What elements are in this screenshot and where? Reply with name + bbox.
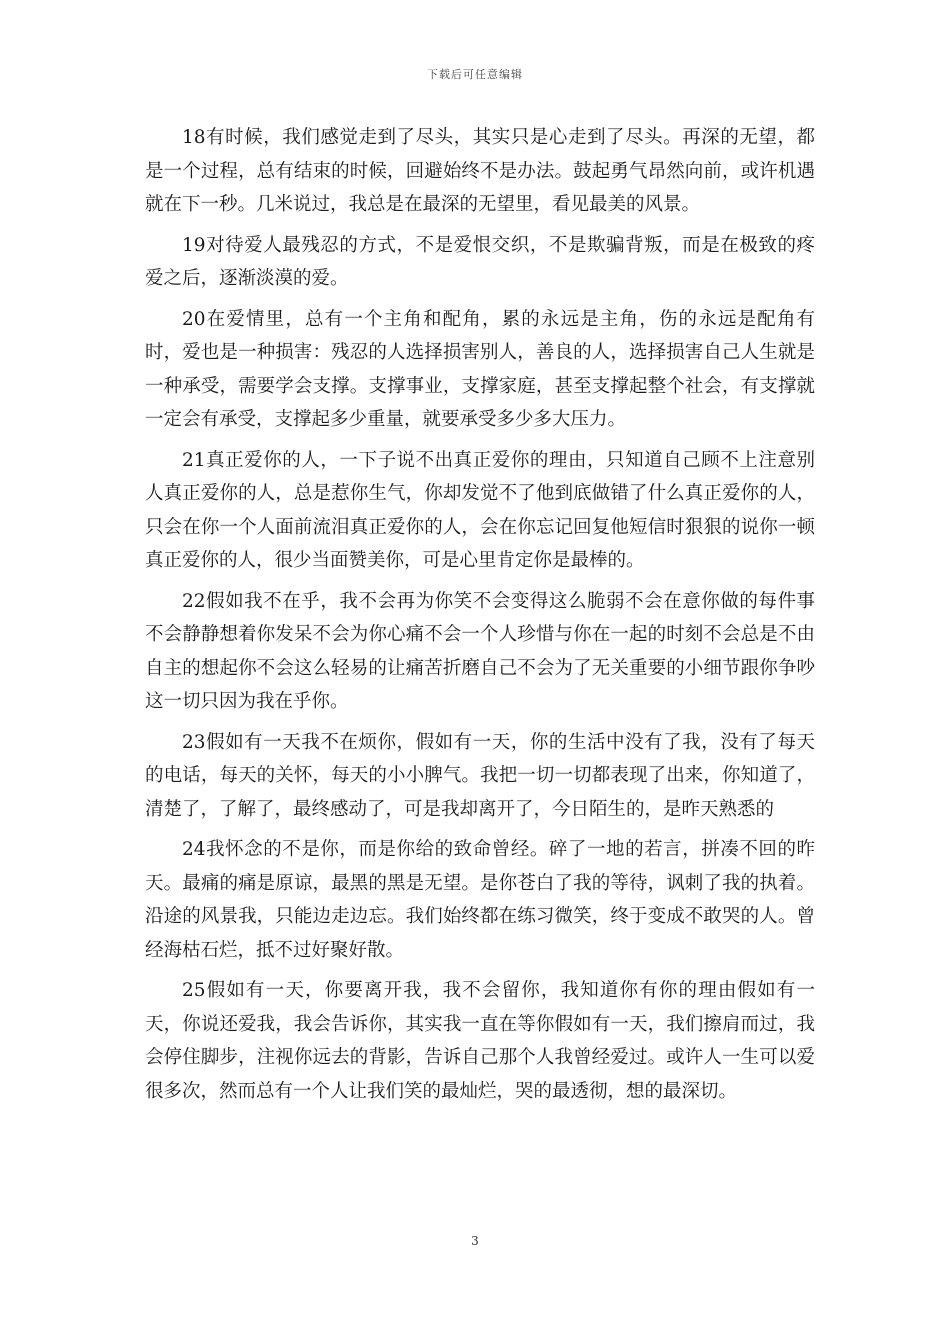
paragraph-25: 25假如有一天，你要离开我，我不会留你，我知道你有你的理由假如有一天，你说还爱我，我会告诉你，其实我一直在等你假如有一天，我们擦肩而过，我会停住脚步，注视你远去的背影，告诉自己那个人我曾经爱过。或许人一生可以爱很多次，然而总有一个人让我们笑的最灿烂，哭的最透彻，想的最深切。 (145, 980, 815, 1102)
paragraph-23: 23假如有一天我不在烦你，假如有一天，你的生活中没有了我，没有了每天的电话，每天的关怀，每天的小小脾气。我把一切一切都表现了出来，你知道了，清楚了，了解了，最终感动了，可是我却离开了，今日陌生的，是昨天熟悉的 (145, 731, 815, 820)
page-number: 3 (471, 1234, 479, 1248)
paragraph-19: 19对待爱人最残忍的方式，不是爱恨交织，不是欺骗背叛，而是在极致的疼爱之后，逐渐淡漠的爱。 (145, 234, 815, 289)
document-body (145, 121, 815, 1115)
paragraph-24: 24我怀念的不是你，而是你给的致命曾经。碎了一地的若言，拼凑不回的昨天。最痛的痛是原谅，最黑的黑是无望。是你苍白了我的等待，讽刺了我的执着。沿途的风景我，只能边走边忘。我们始终都在练习微笑，终于变成不敢哭的人。曾经海枯石烂，抵不过好聚好散。 (145, 839, 815, 961)
page-header: 下载后可任意编辑 (427, 68, 523, 81)
paragraph-21: 21真正爱你的人，一下子说不出真正爱你的理由，只知道自己顾不上注意别人真正爱你的人，总是惹你生气，你却发觉不了他到底做错了什么真正爱你的人，只会在你一个人面前流泪真正爱你的人，会在你忘记回复他短信时狠狠的说你一顿真正爱你的人，很少当面赞美你，可是心里肯定你是最棒的。 (145, 449, 815, 571)
paragraph-22: 22假如我不在乎，我不会再为你笑不会变得这么脆弱不会在意你做的每件事不会静静想着你发呆不会为你心痛不会一个人珍惜与你在一起的时刻不会总是不由自主的想起你不会这么轻易的让痛苦折磨自己不会为了无关重要的小细节跟你争吵这一切只因为我在乎你。 (145, 590, 815, 712)
paragraph-18: 18有时候，我们感觉走到了尽头，其实只是心走到了尽头。再深的无望，都是一个过程，总有结束的时候，回避始终不是办法。鼓起勇气昂然向前，或许机遇就在下一秒。几米说过，我总是在最深的无望里，看见最美的风景。 (145, 127, 815, 215)
paragraph-20: 20在爱情里，总有一个主角和配角，累的永远是主角，伤的永远是配角有时，爱也是一种损害：残忍的人选择损害别人，善良的人，选择损害自己人生就是一种承受，需要学会支撑。支撑事业，支撑家庭，甚至支撑起整个社会，有支撑就一定会有承受，支撑起多少重量，就要承受多少多大压力。 (145, 308, 815, 430)
